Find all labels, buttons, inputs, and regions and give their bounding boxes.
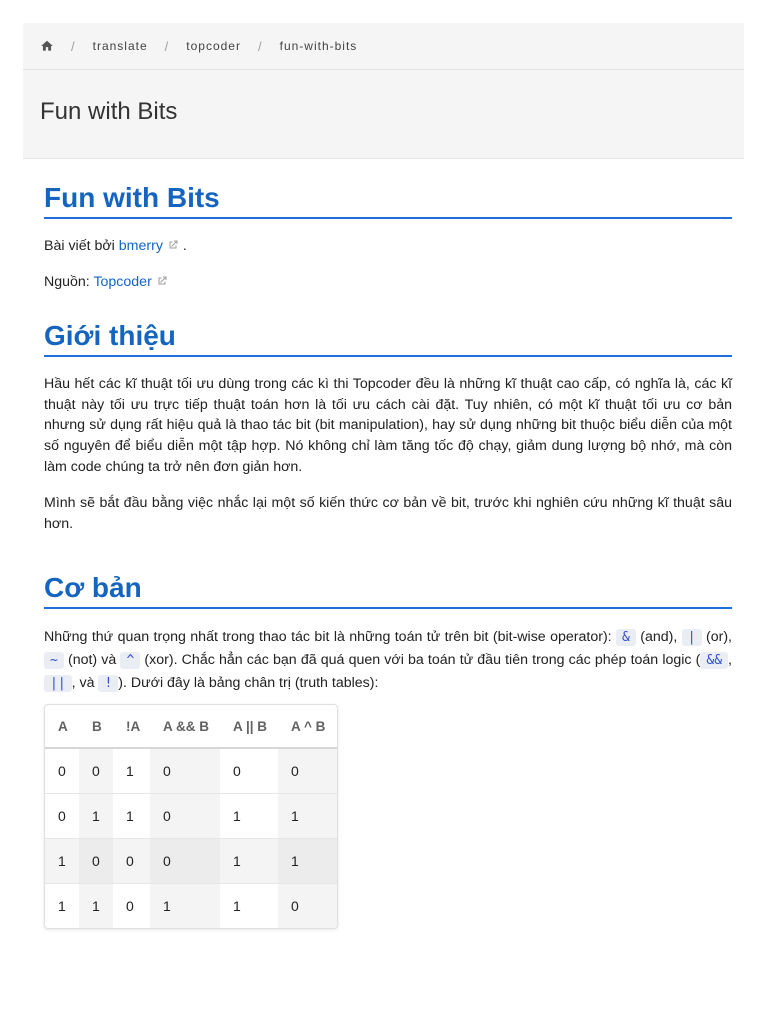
table-cell: 1	[278, 794, 337, 839]
author-suffix: .	[182, 238, 187, 254]
article	[44, 182, 732, 929]
text-run: ,	[728, 652, 732, 669]
table-cell: 0	[150, 748, 220, 794]
table-cell: 0	[79, 748, 113, 794]
table-cell: 1	[220, 839, 278, 884]
page-title: Fun with Bits	[40, 98, 178, 125]
column-header: A || B	[220, 705, 278, 748]
table-cell: 0	[113, 884, 150, 929]
breadcrumb-item-fun-with-bits[interactable]: fun-with-bits	[279, 39, 358, 53]
table-cell: 0	[278, 748, 337, 794]
table-cell: 0	[79, 839, 113, 884]
code-not: ~	[44, 652, 64, 669]
external-link-icon	[156, 273, 168, 285]
breadcrumb-separator: /	[164, 38, 170, 54]
table-cell: 0	[58, 763, 66, 780]
source-prefix: Nguồn:	[44, 273, 94, 290]
text-run: (or),	[701, 629, 732, 646]
table-cell: 1	[45, 839, 79, 884]
table-row	[45, 794, 337, 839]
column-header: A && B	[150, 705, 220, 748]
breadcrumb	[23, 23, 744, 70]
external-link-icon	[167, 237, 179, 249]
table-cell: 0	[150, 839, 220, 884]
table-cell: 1	[113, 794, 150, 839]
table-row	[45, 839, 337, 884]
table-cell: 0	[113, 839, 150, 884]
text-run: (not) và	[63, 652, 121, 669]
table-cell: 0	[45, 794, 79, 839]
code-xor: ^	[120, 652, 140, 669]
author-link[interactable]: bmerry	[118, 238, 163, 254]
table-row	[45, 748, 337, 794]
table-cell: 1	[126, 763, 134, 780]
table-cell: 1	[220, 794, 278, 839]
author-prefix: Bài viết bởi	[44, 238, 119, 254]
truth-table	[44, 704, 338, 929]
text-run: (and),	[635, 629, 682, 646]
breadcrumb-separator: /	[257, 38, 263, 54]
table-cell: 0	[278, 884, 337, 929]
column-header: A ^ B	[278, 705, 337, 748]
table-cell: 1	[278, 839, 337, 884]
source-link[interactable]: Topcoder	[93, 273, 152, 290]
code-and: &	[616, 629, 636, 646]
text-run: , và	[71, 675, 99, 692]
text-run: ). Dưới đây là bảng chân trị (truth tables):	[118, 675, 379, 692]
basics-paragraph	[44, 626, 732, 695]
intro-paragraph-2: Mình sẽ bắt đầu bằng việc nhắc lại một số kiến thức cơ bản về bit, trước khi nghiên cứu những kĩ thuật sâu hơn.	[44, 495, 732, 532]
code-or: |	[682, 629, 702, 646]
intro-paragraph-1: Hầu hết các kĩ thuật tối ưu dùng trong các kì thi Topcoder đều là những kĩ thuật cao cấp, có nghĩa là, các kĩ thuật này tối ưu trực tiếp thuật toán hơn là tối ưu cách cài đặt. Tuy nhiên, có một kĩ thuật tối ưu cơ bản nhưng sử dụng rất hiệu quả là thao tác bit (bit manipulation), hay sử dụng những bit thuộc biểu diễn của một số nguyên để biểu diễn một tập hợp. Nó không chỉ làm tăng tốc độ chạy, giảm dung lượng bộ nhớ, mà còn làm code chúng ta trở nên đơn giản hơn.	[44, 376, 732, 475]
author-line	[44, 236, 732, 257]
text-run: Những thứ quan trọng nhất trong thao tác bit là những toán tử trên bit (bit-wise operator):	[44, 629, 617, 646]
home-icon[interactable]	[40, 39, 54, 53]
column-header: B	[79, 705, 113, 748]
article-title: Fun with Bits	[44, 182, 732, 219]
table-cell: 0	[150, 794, 220, 839]
section-heading-basics: Cơ bản	[44, 572, 732, 609]
breadcrumb-item-topcoder[interactable]: topcoder	[186, 39, 241, 53]
text-run: (xor). Chắc hẳn các bạn đã quá quen với ba toán tử đầu tiên trong các phép toán logic (	[140, 652, 701, 669]
breadcrumb-item-translate[interactable]: translate	[92, 39, 148, 53]
table-cell: 1	[150, 884, 220, 929]
column-header: A	[45, 705, 79, 748]
column-header: !A	[113, 705, 150, 748]
table-header-row	[45, 705, 337, 748]
code-logical-and: &&	[700, 652, 728, 669]
table-row	[45, 884, 337, 929]
table-cell: 1	[45, 884, 79, 929]
table-cell: 0	[233, 763, 241, 780]
section-heading-intro: Giới thiệu	[44, 320, 732, 357]
code-logical-not: !	[98, 675, 118, 692]
table-cell: 1	[79, 794, 113, 839]
breadcrumb-separator: /	[71, 38, 76, 54]
page-header	[23, 23, 744, 159]
table-cell: 1	[79, 884, 113, 929]
code-logical-or: ||	[44, 675, 72, 692]
table-cell: 1	[220, 884, 278, 929]
source-line	[44, 272, 732, 293]
